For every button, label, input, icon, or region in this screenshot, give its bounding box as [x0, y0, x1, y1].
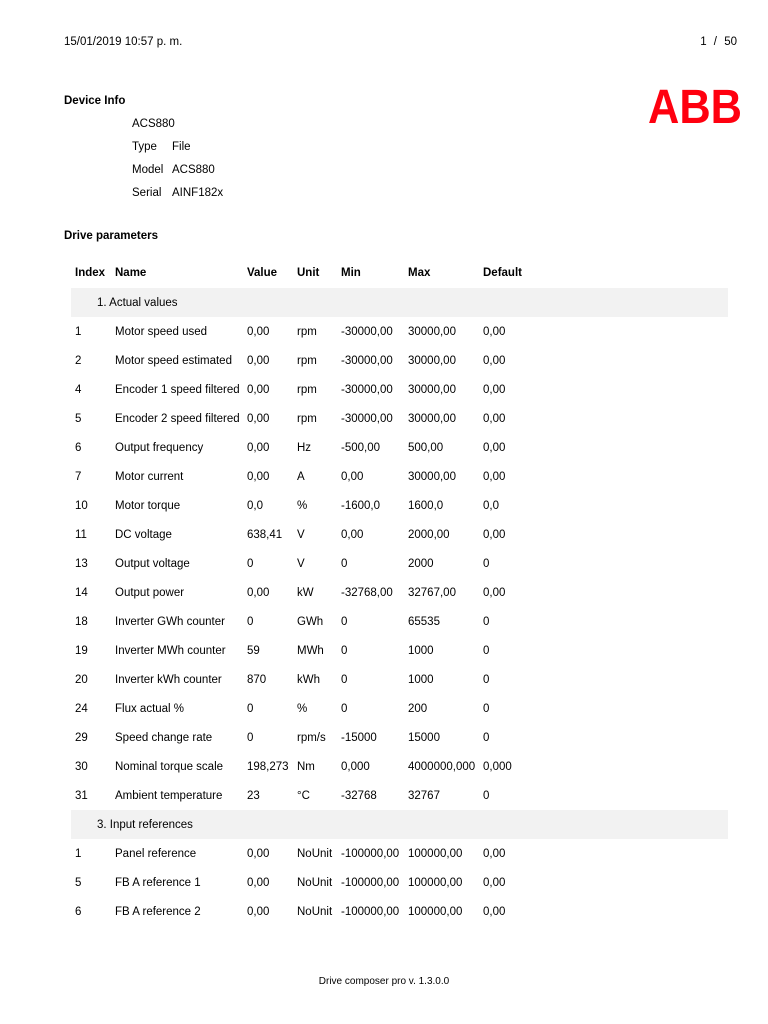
table-row: [71, 897, 728, 926]
parameters-body: [71, 288, 728, 926]
table-row: [71, 549, 728, 578]
min-cell: -30000,00: [341, 383, 393, 396]
table-row: [71, 433, 728, 462]
min-cell: 0,000: [341, 760, 370, 773]
device-field-value: AINF182x: [172, 187, 224, 199]
abb-logo: [648, 86, 742, 126]
default-cell: 0: [483, 673, 490, 686]
min-cell: 0,00: [341, 470, 364, 483]
index-cell: 1: [75, 847, 82, 860]
group-label: 3. Input references: [71, 810, 728, 839]
min-cell: 0: [341, 615, 348, 628]
print-date: 15/01/2019 10:57 p. m.: [64, 36, 183, 48]
name-cell: Motor speed used: [115, 325, 208, 338]
unit-cell: V: [297, 557, 305, 570]
default-cell: 0,00: [483, 876, 506, 889]
name-cell: Motor torque: [115, 499, 181, 512]
table-row: [71, 404, 728, 433]
unit-cell: rpm/s: [297, 731, 326, 744]
table-row: [71, 578, 728, 607]
table-row: [71, 723, 728, 752]
table-row: [71, 694, 728, 723]
max-cell: 30000,00: [408, 354, 456, 367]
table-row: [71, 375, 728, 404]
unit-cell: NoUnit: [297, 847, 333, 860]
column-header: Min: [341, 267, 361, 279]
unit-cell: %: [297, 702, 308, 715]
default-cell: 0,00: [483, 847, 506, 860]
group-header-row: [71, 288, 728, 317]
name-cell: Panel reference: [115, 847, 197, 860]
name-cell: Speed change rate: [115, 731, 213, 744]
default-cell: 0,00: [483, 354, 506, 367]
index-cell: 18: [75, 615, 88, 628]
default-cell: 0,000: [483, 760, 512, 773]
column-header: Index: [75, 267, 106, 279]
index-cell: 14: [75, 586, 88, 599]
unit-cell: Hz: [297, 441, 312, 454]
value-cell: 0,00: [247, 876, 270, 889]
unit-cell: rpm: [297, 412, 317, 425]
table-row: [71, 781, 728, 810]
name-cell: Flux actual %: [115, 702, 185, 715]
min-cell: -30000,00: [341, 354, 393, 367]
group-label: 1. Actual values: [71, 288, 728, 317]
default-cell: 0,00: [483, 528, 506, 541]
name-cell: Motor speed estimated: [115, 354, 232, 367]
value-cell: 0,00: [247, 441, 270, 454]
footer-text: Drive composer pro v. 1.3.0.0: [318, 976, 450, 987]
name-cell: DC voltage: [115, 528, 172, 541]
table-row: [71, 636, 728, 665]
min-cell: 0: [341, 673, 348, 686]
column-header: Max: [408, 267, 431, 279]
index-cell: 6: [75, 905, 82, 918]
min-cell: 0: [341, 557, 348, 570]
name-cell: Encoder 1 speed filtered: [115, 383, 240, 396]
index-cell: 7: [75, 470, 82, 483]
device-field-value: File: [172, 141, 191, 153]
device-model-row: [132, 164, 215, 176]
max-cell: 1000: [408, 673, 434, 686]
parameters-table: [71, 258, 728, 926]
max-cell: 100000,00: [408, 905, 463, 918]
default-cell: 0: [483, 702, 490, 715]
max-cell: 2000,00: [408, 528, 450, 541]
min-cell: -500,00: [341, 441, 381, 454]
abb-logo-text: ABB: [648, 86, 742, 126]
max-cell: 1000: [408, 644, 434, 657]
table-row: [71, 346, 728, 375]
name-cell: FB A reference 1: [115, 876, 201, 889]
default-cell: 0: [483, 789, 490, 802]
max-cell: 200: [408, 702, 428, 715]
name-cell: Nominal torque scale: [115, 760, 224, 773]
default-cell: 0,00: [483, 470, 506, 483]
column-header: Default: [483, 267, 522, 279]
default-cell: 0,00: [483, 441, 506, 454]
table-row: [71, 868, 728, 897]
unit-cell: rpm: [297, 354, 317, 367]
index-cell: 4: [75, 383, 82, 396]
table-row: [71, 491, 728, 520]
min-cell: -32768,00: [341, 586, 393, 599]
min-cell: -15000: [341, 731, 377, 744]
max-cell: 100000,00: [408, 876, 463, 889]
device-type-row: [132, 141, 191, 153]
name-cell: Inverter kWh counter: [115, 673, 222, 686]
index-cell: 19: [75, 644, 88, 657]
max-cell: 2000: [408, 557, 434, 570]
value-cell: 198,273: [247, 760, 289, 773]
index-cell: 31: [75, 789, 88, 802]
value-cell: 0: [247, 731, 254, 744]
device-field-value: ACS880: [172, 164, 215, 176]
value-cell: 0,0: [247, 499, 263, 512]
value-cell: 870: [247, 673, 267, 686]
max-cell: 15000: [408, 731, 440, 744]
index-cell: 10: [75, 499, 88, 512]
value-cell: 23: [247, 789, 260, 802]
max-cell: 100000,00: [408, 847, 463, 860]
device-serial-row: [132, 187, 223, 199]
unit-cell: Nm: [297, 760, 315, 773]
table-header-row: [71, 258, 728, 288]
default-cell: 0,00: [483, 383, 506, 396]
drive-parameters-title: Drive parameters: [64, 230, 158, 242]
default-cell: 0: [483, 644, 490, 657]
unit-cell: A: [297, 470, 305, 483]
unit-cell: rpm: [297, 383, 317, 396]
value-cell: 0,00: [247, 383, 270, 396]
index-cell: 2: [75, 354, 82, 367]
min-cell: -100000,00: [341, 847, 400, 860]
name-cell: Inverter GWh counter: [115, 615, 225, 628]
max-cell: 4000000,000: [408, 760, 476, 773]
device-field-label: Model: [132, 164, 164, 176]
index-cell: 20: [75, 673, 88, 686]
device-field-label: Type: [132, 141, 157, 153]
value-cell: 0,00: [247, 847, 270, 860]
default-cell: 0: [483, 731, 490, 744]
max-cell: 30000,00: [408, 412, 456, 425]
index-cell: 13: [75, 557, 88, 570]
value-cell: 0,00: [247, 412, 270, 425]
index-cell: 5: [75, 412, 82, 425]
index-cell: 11: [75, 528, 87, 541]
index-cell: 30: [75, 760, 88, 773]
min-cell: 0: [341, 644, 348, 657]
name-cell: Encoder 2 speed filtered: [115, 412, 240, 425]
max-cell: 32767,00: [408, 586, 456, 599]
column-header: Value: [247, 267, 278, 279]
max-cell: 30000,00: [408, 325, 456, 338]
device-name: ACS880: [132, 118, 175, 130]
name-cell: Inverter MWh counter: [115, 644, 226, 657]
index-cell: 6: [75, 441, 82, 454]
unit-cell: rpm: [297, 325, 317, 338]
default-cell: 0,00: [483, 325, 506, 338]
value-cell: 0,00: [247, 905, 270, 918]
table-row: [71, 752, 728, 781]
min-cell: -32768: [341, 789, 377, 802]
unit-cell: %: [297, 499, 308, 512]
name-cell: Output voltage: [115, 557, 190, 570]
index-cell: 29: [75, 731, 88, 744]
value-cell: 0,00: [247, 470, 270, 483]
device-info-title: Device Info: [64, 95, 126, 107]
device-field-label: Serial: [132, 187, 162, 199]
column-header: Unit: [297, 267, 320, 279]
value-cell: 0,00: [247, 325, 270, 338]
default-cell: 0: [483, 615, 490, 628]
name-cell: Output power: [115, 586, 185, 599]
value-cell: 0: [247, 615, 254, 628]
table-row: [71, 839, 728, 868]
min-cell: -1600,0: [341, 499, 381, 512]
name-cell: Ambient temperature: [115, 789, 223, 802]
value-cell: 638,41: [247, 528, 283, 541]
group-header-row: [71, 810, 728, 839]
min-cell: -30000,00: [341, 412, 393, 425]
default-cell: 0,00: [483, 586, 506, 599]
max-cell: 30000,00: [408, 383, 456, 396]
min-cell: -100000,00: [341, 905, 400, 918]
max-cell: 32767: [408, 789, 440, 802]
default-cell: 0,0: [483, 499, 499, 512]
unit-cell: GWh: [297, 615, 324, 628]
table-row: [71, 665, 728, 694]
max-cell: 30000,00: [408, 470, 456, 483]
unit-cell: kW: [297, 586, 314, 599]
min-cell: -100000,00: [341, 876, 400, 889]
max-cell: 500,00: [408, 441, 444, 454]
max-cell: 1600,0: [408, 499, 444, 512]
min-cell: 0: [341, 702, 348, 715]
name-cell: Motor current: [115, 470, 184, 483]
unit-cell: °C: [297, 789, 310, 802]
unit-cell: kWh: [297, 673, 320, 686]
table-row: [71, 520, 728, 549]
value-cell: 59: [247, 644, 260, 657]
default-cell: 0: [483, 557, 490, 570]
value-cell: 0: [247, 702, 254, 715]
page-number: 1 / 50: [700, 36, 737, 48]
min-cell: 0,00: [341, 528, 364, 541]
table-row: [71, 607, 728, 636]
index-cell: 1: [75, 325, 82, 338]
column-header: Name: [115, 267, 147, 279]
index-cell: 24: [75, 702, 88, 715]
min-cell: -30000,00: [341, 325, 393, 338]
default-cell: 0,00: [483, 905, 506, 918]
name-cell: Output frequency: [115, 441, 204, 454]
unit-cell: NoUnit: [297, 905, 333, 918]
index-cell: 5: [75, 876, 82, 889]
table-row: [71, 462, 728, 491]
value-cell: 0,00: [247, 354, 270, 367]
unit-cell: NoUnit: [297, 876, 333, 889]
default-cell: 0,00: [483, 412, 506, 425]
max-cell: 65535: [408, 615, 440, 628]
value-cell: 0,00: [247, 586, 270, 599]
table-row: [71, 317, 728, 346]
name-cell: FB A reference 2: [115, 905, 201, 918]
unit-cell: MWh: [297, 644, 324, 657]
value-cell: 0: [247, 557, 254, 570]
unit-cell: V: [297, 528, 305, 541]
